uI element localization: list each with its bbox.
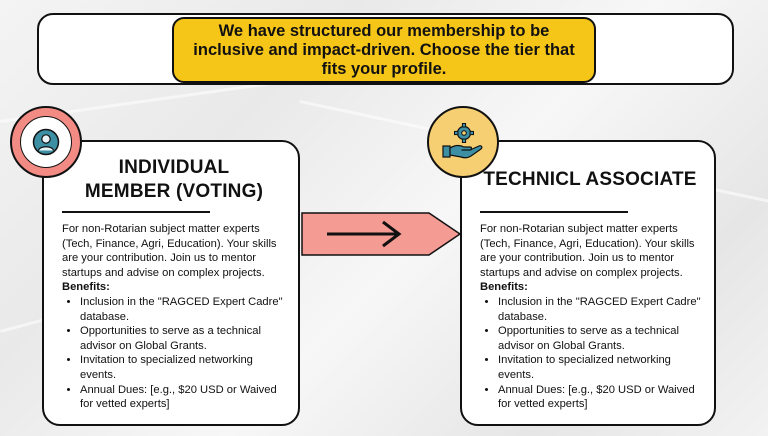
benefits-heading: Benefits: bbox=[480, 281, 528, 294]
arrow-right-icon bbox=[301, 210, 463, 258]
technical-associate-title: TECHNICL ASSOCIATE bbox=[483, 169, 697, 190]
list-item: • Annual Dues: [e.g., $20 USD or Waived for vetted experts] bbox=[80, 383, 290, 412]
list-item: • Opportunities to serve as a technical advisor on Global Grants. bbox=[80, 324, 290, 353]
list-item: • Invitation to specialized networking events. bbox=[80, 353, 290, 382]
user-icon bbox=[32, 128, 60, 156]
benefits-list bbox=[62, 295, 290, 412]
intro-text: We have structured our membership to be inclusive and impact-driven. Choose the tier that fits your profile. bbox=[193, 21, 575, 78]
list-item: • Invitation to specialized networking events. bbox=[498, 353, 706, 382]
benefits-list bbox=[480, 295, 706, 412]
list-item: • Annual Dues: [e.g., $20 USD or Waived for vetted experts] bbox=[498, 383, 706, 412]
associate-icon-badge bbox=[427, 106, 499, 178]
individual-icon-badge bbox=[10, 106, 82, 178]
technical-associate-card bbox=[460, 140, 716, 426]
list-item: • Inclusion in the "RAGCED Expert Cadre" database. bbox=[498, 295, 706, 324]
individual-member-body bbox=[62, 222, 290, 412]
hand-gear-icon bbox=[440, 122, 486, 162]
title-divider bbox=[480, 211, 628, 213]
technical-associate-body bbox=[480, 222, 706, 412]
individual-member-card bbox=[42, 140, 300, 426]
description-text: For non-Rotarian subject matter experts (Tech, Finance, Agri, Education). Your skills are your contribution. Join us to mentor startups and advise on complex projects. bbox=[480, 223, 695, 279]
list-item: • Opportunities to serve as a technical advisor on Global Grants. bbox=[498, 324, 706, 353]
description-text: For non-Rotarian subject matter experts (Tech, Finance, Agri, Education). Your skills are your contribution. Join us to mentor startups and advise on complex projects. bbox=[62, 223, 277, 279]
title-divider bbox=[62, 211, 210, 213]
intro-banner-text bbox=[172, 17, 596, 83]
benefits-heading: Benefits: bbox=[62, 281, 110, 294]
list-item: • Inclusion in the "RAGCED Expert Cadre" database. bbox=[80, 295, 290, 324]
individual-member-title: INDIVIDUAL MEMBER (VOTING) bbox=[84, 157, 264, 202]
